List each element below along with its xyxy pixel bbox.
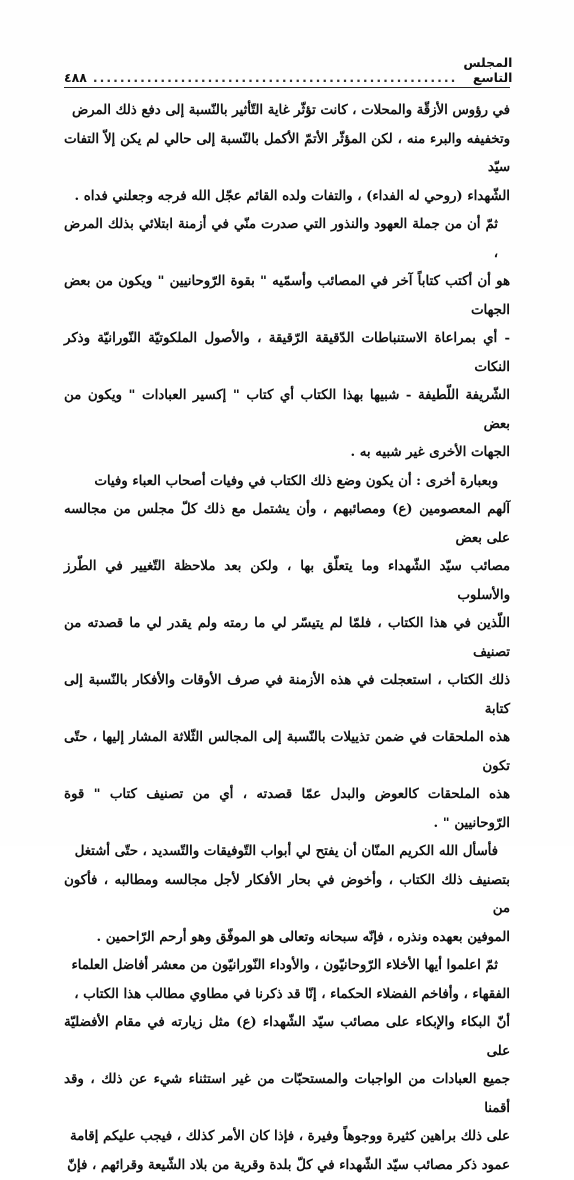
paragraph (64, 838, 510, 952)
text-line: مصائب سيّد الشّهداء وما يتعلّق بها ، ولكن بعد ملاحظة التّغيير في الطّرز والأسلوب (64, 553, 510, 610)
body-text (64, 97, 510, 1180)
text-line: على ذلك براهين كثيرة ووجوهاً وفيرة ، فإذا كان الأمر كذلك ، فيجب عليكم إقامة (64, 1123, 510, 1152)
text-line: بتصنيف ذلك الكتاب ، وأخوض في بحار الأفكار لأجل مجالسه ومطالبه ، فأكون من (64, 867, 510, 924)
text-line: ثمّ اعلموا أيها الأخلاء الرّوحانيّون ، والأوداء النّورانيّون من معشر أفاضل العلماء (64, 952, 510, 981)
text-line: في رؤوس الأزقّة والمحلات ، كانت تؤثّر غاية التّأثير بالنّسبة إلى دفع ذلك المرض (64, 97, 510, 126)
text-line: هذه الملحقات في ضمن تذييلات بالنّسبة إلى المجالس الثّلاثة المشار إليها ، حتّى تكون (64, 724, 510, 781)
paragraph (64, 468, 510, 839)
page-number: ٤٨٨ (64, 70, 87, 85)
text-line: فأسأل الله الكريم المنّان أن يفتح لي أبواب التّوفيقات والتّسديد ، حتّى أشتغل (64, 838, 510, 867)
text-line: هو أن أكتب كتاباً آخر في المصائب وأسمّيه " بقوة الرّوحانيين " ويكون من بعض الجهات (64, 268, 510, 325)
text-line: الفقهاء ، وأفاخم الفضلاء الحكماء ، إنّا قد ذكرنا في مطاوي مطالب هذا الكتاب ، (64, 981, 510, 1010)
text-line: ثمّ أن من جملة العهود والنذور التي صدرت منّي في أزمنة ابتلائي بذلك المرض ، (64, 211, 510, 268)
page-header (64, 63, 510, 88)
paragraph (64, 211, 510, 468)
text-line: جميع العبادات من الواجبات والمستحبّات من غير استثناء شيء عن ذلك ، وقد أقمنا (64, 1066, 510, 1123)
header-leader-dots: ...................................................... (93, 70, 457, 85)
text-line: وتخفيفه والبرء منه ، لكن المؤثّر الأتمّ الأكمل بالنّسبة إلى حالي لم يكن إلاّ التفات سيّد (64, 126, 510, 183)
text-line: الموفين بعهده ونذره ، فإنّه سبحانه وتعالى هو الموفّق وهو أرحم الرّاحمين . (64, 924, 510, 953)
paragraph (64, 97, 510, 211)
text-line: هذه الملحقات كالعوض والبدل عمّا قصدته ، أي من تصنيف كتاب " قوة الرّوحانيين " . (64, 781, 510, 838)
text-line: ذلك الكتاب ، استعجلت في هذه الأزمنة في صرف الأوقات والأفكار بالنّسبة إلى كتابة (64, 667, 510, 724)
text-line: اللّذين في هذا الكتاب ، فلمّا لم يتيسّر لي ما رمته ولم يقدر لي ما قصدته من تصنيف (64, 610, 510, 667)
text-line: آلهم المعصومين (ع) ومصائبهم ، وأن يشتمل مع ذلك كلّ مجلس من مجالسه على بعض (64, 496, 510, 553)
text-line: - أي بمراعاة الاستنباطات الدّقيقة الرّقيقة ، والأصول الملكوتيّة النّورانيّة وذكر النكات (64, 325, 510, 382)
text-line: أنّ البكاء والإبكاء على مصائب سيّد الشّهداء (ع) مثل زيارته في مقام الأفضليّة على (64, 1009, 510, 1066)
text-line: الشّهداء (روحي له الفداء) ، والتفات ولده القائم عجّل الله فرجه وجعلني فداه . (64, 183, 510, 212)
chapter-title: المجلس التاسع (463, 55, 512, 85)
text-line: وبعبارة أخرى : أن يكون وضع ذلك الكتاب في وفيات أصحاب العباء وفيات (64, 468, 510, 497)
text-line: عمود ذكر مصائب سيّد الشّهداء في كلّ بلدة وقرية من بلاد الشّيعة وقرائهم ، فإنّ (64, 1152, 510, 1180)
text-line: الشّريفة اللّطيفة - شبيها بهذا الكتاب أي كتاب " إكسير العبادات " ويكون من بعض (64, 382, 510, 439)
text-line: الجهات الأخرى غير شبيه به . (64, 439, 510, 468)
paragraph (64, 952, 510, 1180)
